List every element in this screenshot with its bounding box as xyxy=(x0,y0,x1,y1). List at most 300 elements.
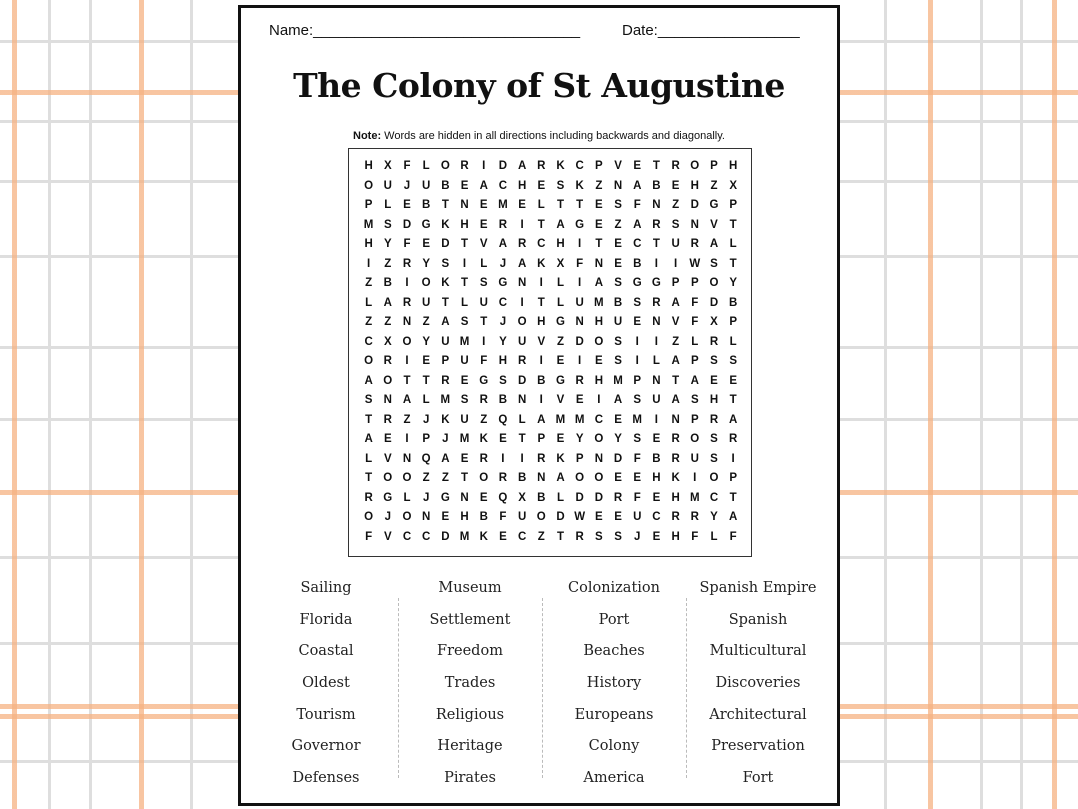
grid-letter[interactable]: C xyxy=(575,160,584,172)
grid-letter[interactable]: R xyxy=(479,452,488,465)
grid-letter[interactable]: S xyxy=(633,296,642,309)
grid-letter[interactable]: U xyxy=(652,394,661,406)
grid-letter[interactable]: C xyxy=(498,179,508,192)
grid-letter[interactable]: I xyxy=(635,355,639,367)
grid-letter[interactable]: G xyxy=(555,374,565,387)
grid-letter[interactable]: A xyxy=(613,394,623,406)
grid-letter[interactable]: T xyxy=(461,277,469,289)
grid-letter[interactable]: T xyxy=(537,296,545,309)
grid-letter[interactable]: R xyxy=(690,511,699,523)
grid-letter[interactable]: R xyxy=(537,452,546,465)
grid-letter[interactable]: T xyxy=(556,199,564,211)
grid-letter[interactable]: I xyxy=(654,335,658,348)
grid-letter[interactable]: U xyxy=(460,355,469,367)
grid-letter[interactable]: H xyxy=(460,218,469,231)
grid-letter[interactable]: X xyxy=(556,257,565,270)
grid-letter[interactable]: I xyxy=(539,355,543,367)
grid-letter[interactable]: L xyxy=(691,335,699,348)
grid-letter[interactable]: V xyxy=(556,394,565,406)
grid-letter[interactable]: G xyxy=(498,277,508,289)
grid-letter[interactable]: R xyxy=(498,218,508,231)
grid-letter[interactable]: R xyxy=(652,218,661,231)
grid-letter[interactable]: I xyxy=(520,452,524,465)
grid-letter[interactable]: S xyxy=(595,530,603,543)
grid-letter[interactable]: B xyxy=(613,296,623,309)
grid-letter[interactable]: S xyxy=(364,394,373,406)
grid-letter[interactable]: G xyxy=(421,218,431,231)
grid-letter[interactable]: B xyxy=(498,394,508,406)
grid-letter[interactable]: E xyxy=(595,199,603,211)
grid-letter[interactable]: G xyxy=(555,316,565,328)
grid-letter[interactable]: Z xyxy=(710,179,718,192)
grid-letter[interactable]: S xyxy=(479,277,488,289)
grid-letter[interactable]: U xyxy=(517,511,527,523)
grid-letter[interactable]: P xyxy=(595,160,603,172)
grid-letter[interactable]: P xyxy=(671,277,680,289)
grid-letter[interactable]: A xyxy=(517,160,527,172)
grid-letter[interactable]: A xyxy=(671,296,680,309)
grid-letter[interactable]: H xyxy=(690,179,699,192)
grid-letter[interactable]: B xyxy=(383,277,392,289)
grid-letter[interactable]: T xyxy=(461,238,469,250)
grid-letter[interactable]: A xyxy=(441,316,450,328)
grid-letter[interactable]: A xyxy=(556,472,565,484)
grid-letter[interactable]: E xyxy=(556,433,565,445)
grid-letter[interactable]: J xyxy=(422,491,430,504)
grid-letter[interactable]: E xyxy=(441,511,450,523)
grid-letter[interactable]: W xyxy=(689,257,701,270)
grid-letter[interactable]: X xyxy=(383,160,392,172)
grid-letter[interactable]: E xyxy=(633,160,642,172)
grid-letter[interactable]: P xyxy=(441,355,450,367)
grid-letter[interactable]: M xyxy=(363,218,374,231)
grid-letter[interactable]: D xyxy=(517,374,527,387)
grid-letter[interactable]: Y xyxy=(383,238,392,250)
grid-letter[interactable]: Y xyxy=(422,335,430,348)
grid-letter[interactable]: T xyxy=(537,218,545,231)
grid-letter[interactable]: N xyxy=(652,199,661,211)
grid-letter[interactable]: E xyxy=(518,199,526,211)
grid-letter[interactable]: O xyxy=(709,472,719,484)
grid-letter[interactable]: E xyxy=(537,179,546,192)
grid-letter[interactable]: K xyxy=(575,179,584,192)
grid-letter[interactable]: Z xyxy=(384,257,392,270)
grid-letter[interactable]: P xyxy=(690,355,699,367)
grid-letter[interactable]: U xyxy=(613,316,623,328)
grid-letter[interactable]: Y xyxy=(499,335,507,348)
grid-letter[interactable]: R xyxy=(671,452,680,465)
grid-letter[interactable]: C xyxy=(594,413,603,426)
grid-letter[interactable]: E xyxy=(710,374,718,387)
grid-letter[interactable]: R xyxy=(383,355,392,367)
grid-letter[interactable]: A xyxy=(441,452,450,465)
grid-letter[interactable]: S xyxy=(710,433,718,445)
grid-letter[interactable]: H xyxy=(537,316,546,328)
grid-letter[interactable]: A xyxy=(479,179,488,192)
grid-letter[interactable]: F xyxy=(633,491,641,504)
grid-letter[interactable]: J xyxy=(422,413,430,426)
grid-letter[interactable]: E xyxy=(499,433,507,445)
grid-letter[interactable]: K xyxy=(556,160,565,172)
grid-letter[interactable]: F xyxy=(691,296,699,309)
grid-letter[interactable]: N xyxy=(422,511,431,523)
grid-letter[interactable]: L xyxy=(518,413,526,426)
grid-letter[interactable]: N xyxy=(671,413,680,426)
grid-letter[interactable]: N xyxy=(613,179,623,192)
grid-letter[interactable]: O xyxy=(594,433,604,445)
grid-letter[interactable]: L xyxy=(422,394,430,406)
grid-letter[interactable]: A xyxy=(633,218,642,231)
grid-letter[interactable]: H xyxy=(671,530,680,543)
grid-letter[interactable]: F xyxy=(480,355,488,367)
grid-letter[interactable]: Z xyxy=(422,472,430,484)
grid-letter[interactable]: Z xyxy=(556,335,564,348)
grid-letter[interactable]: H xyxy=(556,238,565,250)
grid-letter[interactable]: S xyxy=(460,394,469,406)
grid-letter[interactable]: L xyxy=(710,530,718,543)
grid-letter[interactable]: T xyxy=(672,374,680,387)
grid-letter[interactable]: E xyxy=(614,413,622,426)
grid-letter[interactable]: B xyxy=(517,472,527,484)
grid-letter[interactable]: P xyxy=(729,472,737,484)
grid-letter[interactable]: A xyxy=(556,218,565,231)
grid-letter[interactable]: I xyxy=(539,277,543,289)
grid-letter[interactable]: E xyxy=(460,179,469,192)
grid-letter[interactable]: Z xyxy=(537,530,545,543)
grid-letter[interactable]: U xyxy=(633,511,642,523)
grid-letter[interactable]: R xyxy=(652,296,661,309)
grid-letter[interactable]: K xyxy=(537,257,546,270)
grid-letter[interactable]: H xyxy=(594,316,603,328)
grid-letter[interactable]: B xyxy=(652,452,661,465)
grid-letter[interactable]: S xyxy=(614,199,622,211)
grid-letter[interactable]: O xyxy=(402,335,412,348)
grid-letter[interactable]: R xyxy=(671,160,680,172)
grid-letter[interactable]: X xyxy=(710,316,718,328)
grid-letter[interactable]: B xyxy=(729,296,738,309)
grid-letter[interactable]: B xyxy=(537,374,546,387)
grid-letter[interactable]: E xyxy=(499,530,507,543)
grid-letter[interactable]: B xyxy=(537,491,546,504)
grid-letter[interactable]: Z xyxy=(480,413,488,426)
grid-letter[interactable]: N xyxy=(460,199,469,211)
grid-letter[interactable]: I xyxy=(578,277,582,289)
grid-letter[interactable]: E xyxy=(460,374,469,387)
grid-letter[interactable]: U xyxy=(460,413,469,426)
grid-letter[interactable]: T xyxy=(576,199,584,211)
grid-letter[interactable]: E xyxy=(671,179,680,192)
grid-letter[interactable]: S xyxy=(729,355,737,367)
grid-letter[interactable]: E xyxy=(614,238,622,250)
grid-letter[interactable]: T xyxy=(365,472,373,484)
grid-letter[interactable]: T xyxy=(729,394,737,406)
grid-letter[interactable]: G xyxy=(575,218,585,231)
grid-letter[interactable]: O xyxy=(402,472,412,484)
grid-letter[interactable]: H xyxy=(709,394,719,406)
grid-letter[interactable]: S xyxy=(614,277,622,289)
grid-letter[interactable]: V xyxy=(614,160,622,172)
grid-letter[interactable]: O xyxy=(364,179,374,192)
grid-letter[interactable]: R xyxy=(671,511,680,523)
grid-letter[interactable]: U xyxy=(422,296,431,309)
grid-letter[interactable]: A xyxy=(690,374,699,387)
grid-letter[interactable]: V xyxy=(383,452,392,465)
grid-letter[interactable]: E xyxy=(652,491,661,504)
grid-letter[interactable]: R xyxy=(517,355,527,367)
grid-letter[interactable]: R xyxy=(402,257,412,270)
grid-letter[interactable]: E xyxy=(479,218,488,231)
grid-letter[interactable]: B xyxy=(479,511,488,523)
grid-letter[interactable]: N xyxy=(460,491,469,504)
grid-letter[interactable]: I xyxy=(673,257,678,270)
grid-letter[interactable]: Z xyxy=(614,218,622,231)
grid-letter[interactable]: M xyxy=(440,394,451,406)
grid-letter[interactable]: T xyxy=(518,433,526,445)
grid-letter[interactable]: C xyxy=(633,238,642,250)
grid-letter[interactable]: V xyxy=(479,238,488,250)
grid-letter[interactable]: E xyxy=(575,394,584,406)
grid-letter[interactable]: L xyxy=(556,296,564,309)
grid-letter[interactable]: N xyxy=(517,277,527,289)
grid-letter[interactable]: L xyxy=(480,257,488,270)
grid-letter[interactable]: Z xyxy=(365,277,373,289)
grid-letter[interactable]: P xyxy=(537,433,546,445)
grid-letter[interactable]: R xyxy=(460,160,469,172)
grid-letter[interactable]: L xyxy=(729,335,737,348)
grid-letter[interactable]: A xyxy=(594,277,603,289)
grid-letter[interactable]: S xyxy=(710,257,718,270)
grid-letter[interactable]: S xyxy=(671,218,680,231)
grid-letter[interactable]: L xyxy=(461,296,469,309)
grid-letter[interactable]: I xyxy=(482,335,486,348)
grid-letter[interactable]: O xyxy=(690,433,700,445)
grid-letter[interactable]: T xyxy=(729,491,737,504)
grid-letter[interactable]: I xyxy=(578,355,582,367)
grid-letter[interactable]: A xyxy=(498,238,508,250)
grid-letter[interactable]: P xyxy=(364,199,373,211)
grid-letter[interactable]: O xyxy=(594,335,604,348)
grid-letter[interactable]: S xyxy=(499,374,507,387)
grid-letter[interactable]: R xyxy=(498,472,508,484)
grid-letter[interactable]: E xyxy=(422,238,430,250)
grid-letter[interactable]: F xyxy=(499,511,507,523)
grid-letter[interactable]: T xyxy=(461,472,469,484)
grid-letter[interactable]: M xyxy=(613,374,623,387)
grid-letter[interactable]: G xyxy=(709,199,719,211)
grid-letter[interactable]: K xyxy=(479,433,488,445)
grid-letter[interactable]: A xyxy=(671,394,680,406)
grid-letter[interactable]: I xyxy=(366,257,371,270)
grid-letter[interactable]: O xyxy=(709,277,719,289)
grid-letter[interactable]: P xyxy=(729,316,737,328)
grid-letter[interactable]: C xyxy=(498,296,508,309)
grid-letter[interactable]: E xyxy=(556,355,565,367)
grid-letter[interactable]: A xyxy=(709,238,719,250)
grid-letter[interactable]: R xyxy=(383,413,392,426)
grid-letter[interactable]: O xyxy=(594,472,604,484)
grid-letter[interactable]: H xyxy=(594,374,603,387)
grid-letter[interactable]: F xyxy=(576,257,584,270)
grid-letter[interactable]: R xyxy=(729,433,738,445)
grid-letter[interactable]: S xyxy=(556,179,565,192)
grid-letter[interactable]: D xyxy=(575,335,584,348)
grid-letter[interactable]: I xyxy=(462,257,467,270)
grid-letter[interactable]: O xyxy=(479,472,489,484)
grid-letter[interactable]: T xyxy=(403,374,411,387)
grid-letter[interactable]: P xyxy=(422,433,430,445)
grid-letter[interactable]: I xyxy=(501,452,505,465)
grid-letter[interactable]: B xyxy=(422,199,431,211)
grid-letter[interactable]: B xyxy=(441,179,450,192)
grid-letter[interactable]: R xyxy=(709,335,719,348)
grid-letter[interactable]: E xyxy=(479,491,488,504)
grid-letter[interactable]: E xyxy=(652,530,661,543)
grid-letter[interactable]: D xyxy=(402,218,412,231)
grid-letter[interactable]: T xyxy=(652,160,660,172)
grid-letter[interactable]: T xyxy=(729,257,737,270)
grid-letter[interactable]: E xyxy=(614,257,622,270)
grid-letter[interactable]: W xyxy=(574,511,586,523)
grid-letter[interactable]: T xyxy=(422,374,430,387)
grid-letter[interactable]: S xyxy=(710,452,718,465)
grid-letter[interactable]: N xyxy=(652,316,661,328)
grid-letter[interactable]: I xyxy=(693,472,697,484)
grid-letter[interactable]: F xyxy=(729,530,737,543)
grid-letter[interactable]: C xyxy=(402,530,412,543)
grid-letter[interactable]: B xyxy=(652,179,661,192)
grid-letter[interactable]: J xyxy=(384,511,391,523)
grid-letter[interactable]: K xyxy=(556,452,565,465)
grid-letter[interactable]: I xyxy=(635,335,639,348)
grid-letter[interactable]: N xyxy=(575,316,584,328)
grid-letter[interactable]: O xyxy=(690,160,700,172)
grid-letter[interactable]: C xyxy=(517,530,527,543)
grid-letter[interactable]: E xyxy=(633,316,642,328)
grid-letter[interactable]: M xyxy=(594,296,604,309)
grid-letter[interactable]: A xyxy=(729,511,738,523)
grid-letter[interactable]: Z xyxy=(384,316,392,328)
grid-letter[interactable]: O xyxy=(536,511,546,523)
grid-letter[interactable]: R xyxy=(517,238,527,250)
grid-letter[interactable]: J xyxy=(634,530,641,543)
grid-letter[interactable]: A xyxy=(729,413,738,426)
grid-letter[interactable]: L xyxy=(652,355,660,367)
grid-letter[interactable]: C xyxy=(364,335,373,348)
grid-letter[interactable]: S xyxy=(690,394,699,406)
grid-letter[interactable]: F xyxy=(633,199,641,211)
grid-letter[interactable]: O xyxy=(383,472,393,484)
grid-letter[interactable]: E xyxy=(479,199,488,211)
grid-letter[interactable]: L xyxy=(422,160,430,172)
grid-letter[interactable]: O xyxy=(575,472,585,484)
grid-letter[interactable]: V xyxy=(710,218,718,231)
grid-letter[interactable]: K xyxy=(671,472,680,484)
grid-letter[interactable]: N xyxy=(383,394,392,406)
grid-letter[interactable]: D xyxy=(441,530,450,543)
grid-letter[interactable]: P xyxy=(633,374,642,387)
grid-letter[interactable]: D xyxy=(498,160,508,172)
grid-letter[interactable]: I xyxy=(731,452,735,465)
grid-letter[interactable]: L xyxy=(384,199,392,211)
grid-letter[interactable]: S xyxy=(633,394,642,406)
grid-letter[interactable]: M xyxy=(459,335,470,348)
grid-letter[interactable]: C xyxy=(422,530,431,543)
grid-letter[interactable]: T xyxy=(441,199,449,211)
grid-letter[interactable]: I xyxy=(405,433,409,445)
grid-letter[interactable]: A xyxy=(537,413,546,426)
grid-letter[interactable]: I xyxy=(578,238,582,250)
grid-letter[interactable]: E xyxy=(460,452,469,465)
grid-letter[interactable]: R xyxy=(671,433,680,445)
grid-letter[interactable]: J xyxy=(499,257,507,270)
grid-letter[interactable]: U xyxy=(422,179,431,192)
grid-letter[interactable]: K xyxy=(441,413,450,426)
grid-letter[interactable]: S xyxy=(710,355,718,367)
grid-letter[interactable]: N xyxy=(402,316,412,328)
grid-letter[interactable]: U xyxy=(575,296,584,309)
grid-letter[interactable]: I xyxy=(482,160,486,172)
grid-letter[interactable]: Z xyxy=(403,413,411,426)
grid-letter[interactable]: L xyxy=(537,199,545,211)
grid-letter[interactable]: F xyxy=(365,530,373,543)
grid-letter[interactable]: K xyxy=(441,218,450,231)
grid-letter[interactable]: I xyxy=(405,277,409,289)
grid-letter[interactable]: U xyxy=(671,238,680,250)
grid-letter[interactable]: A xyxy=(383,296,392,309)
grid-letter[interactable]: D xyxy=(709,296,719,309)
grid-letter[interactable]: X xyxy=(729,179,737,192)
grid-letter[interactable]: S xyxy=(460,316,469,328)
grid-letter[interactable]: H xyxy=(498,355,508,367)
grid-letter[interactable]: N xyxy=(594,452,603,465)
grid-letter[interactable]: V xyxy=(671,316,680,328)
grid-letter[interactable]: S xyxy=(383,218,392,231)
grid-letter[interactable]: R xyxy=(613,491,623,504)
grid-letter[interactable]: X xyxy=(518,491,526,504)
grid-letter[interactable]: E xyxy=(383,433,392,445)
grid-letter[interactable]: F xyxy=(403,160,411,172)
grid-letter[interactable]: B xyxy=(633,257,642,270)
grid-letter[interactable]: U xyxy=(690,452,699,465)
grid-letter[interactable]: E xyxy=(652,433,661,445)
grid-letter[interactable]: J xyxy=(403,179,411,192)
grid-letter[interactable]: Q xyxy=(498,491,508,504)
grid-letter[interactable]: E xyxy=(422,355,430,367)
grid-letter[interactable]: Y xyxy=(710,511,718,523)
grid-letter[interactable]: D xyxy=(594,491,603,504)
grid-letter[interactable]: A xyxy=(364,433,373,445)
grid-letter[interactable]: C xyxy=(537,238,546,250)
grid-letter[interactable]: C xyxy=(709,491,719,504)
grid-letter[interactable]: U xyxy=(441,335,450,348)
grid-letter[interactable]: H xyxy=(729,160,738,172)
grid-letter[interactable]: A xyxy=(402,394,412,406)
grid-letter[interactable]: M xyxy=(459,530,470,543)
grid-letter[interactable]: H xyxy=(364,238,373,250)
grid-letter[interactable]: U xyxy=(383,179,392,192)
grid-letter[interactable]: A xyxy=(671,355,680,367)
grid-letter[interactable]: N xyxy=(402,452,412,465)
grid-letter[interactable]: T xyxy=(480,316,488,328)
grid-letter[interactable]: Y xyxy=(614,433,622,445)
grid-letter[interactable]: P xyxy=(575,452,584,465)
grid-letter[interactable]: L xyxy=(365,296,373,309)
grid-letter[interactable]: R xyxy=(690,238,699,250)
grid-letter[interactable]: S xyxy=(614,530,622,543)
grid-letter[interactable]: Z xyxy=(595,179,603,192)
grid-letter[interactable]: P xyxy=(690,277,699,289)
grid-letter[interactable]: T xyxy=(365,413,373,426)
